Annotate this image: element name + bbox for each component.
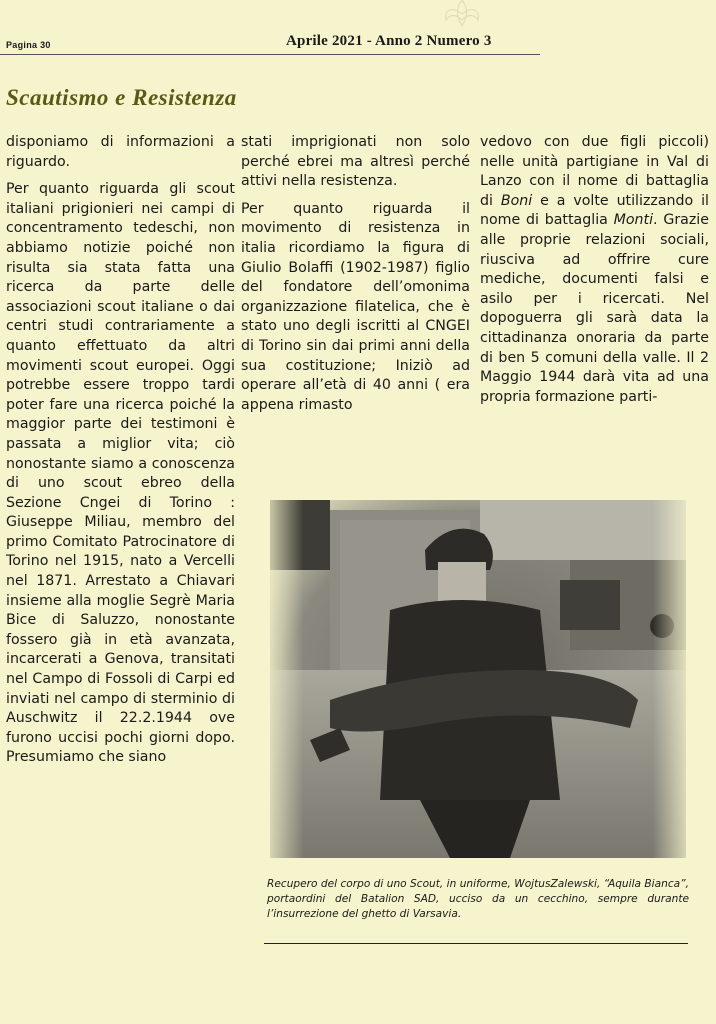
article-column-1 xyxy=(6,133,235,768)
article-column-3 xyxy=(480,133,709,407)
header-divider xyxy=(0,54,540,55)
paragraph: disponiamo di informazioni a riguardo. xyxy=(6,134,235,170)
photo-caption: Recupero del corpo di uno Scout, in uniforme, WojtusZalewski, “Aquila Bianca”, portaordini del Batalion SAD, ucciso da un cecchino, sempre durante l’insurrezione del ghetto di Varsavia. xyxy=(267,878,689,920)
caption-divider xyxy=(264,943,688,944)
historical-photo xyxy=(270,500,686,858)
paragraph: Per quanto riguarda gli scout italiani prigionieri nei campi di concentramento tedeschi, non abbiamo notizie poiché non risulta sia stata fatta una ricerca da parte delle associazioni scout italiane o dai centri studi contrariamente a quanto effettuato da altri movimenti scout europei. Oggi potrebbe essere troppo tardi poter fare una ricerca poiché la maggior parte dei testimoni è passata a miglior vita; ciò nonostante siamo a conoscenza di uno scout ebreo della Sezione Cngei di Torino : Giuseppe Miliau, membro del primo Comitato Patrocinatore di Torino nel 1915, nato a Vercelli nel 1871. Arrestato a Chiavari insieme alla moglie Segrè Maria Bice di Saluzzo, nonostante fossero già in età avanzata, incarcerati a Genova, transitati nel Campo di Fossoli di Carpi ed inviati nel campo di sterminio di Auschwitz il 22.2.1944 ove furono uccisi pochi giorni dopo. Presumiamo che siano xyxy=(6,181,235,766)
section-title: Scautismo e Resistenza xyxy=(6,85,237,110)
paragraph: stati imprigionati non solo perché ebrei ma altresì perché attivi nella resistenza. xyxy=(241,134,470,190)
paragraph: vedovo con due figli piccoli) nelle unità partigiane in Val di Lanzo con il nome di battaglia di Boni e a volte utilizzando il nome di battaglia Monti. Grazie alle proprie relazioni sociali, riusciva ad offrire cure mediche, documenti falsi e asilo per i ricercati. Nel dopoguerra gli sarà data la cittadinanza onoraria da parte di ben 5 comuni della valle. Il 2 Maggio 1944 darà vita ad una propria formazione parti- xyxy=(480,134,709,405)
battle-name-boni: Boni xyxy=(500,192,533,209)
issue-info: Aprile 2021 - Anno 2 Numero 3 xyxy=(286,33,492,49)
fleur-de-lis-watermark-icon xyxy=(440,0,484,28)
battle-name-monti: Monti xyxy=(613,212,654,229)
paragraph: Per quanto riguarda il movimento di resistenza in italia ricordiamo la figura di Giulio Bolaffi (1902-1987) figlio del fondatore dell’omonima organizzazione filatelica, che è stato uno degli iscritti al CNGEI di Torino sin dai primi anni della sua costituzione; Iniziò ad operare all’età di 40 anni ( era appena rimasto xyxy=(241,200,470,413)
page-number: Pagina 30 xyxy=(6,40,51,50)
article-column-2 xyxy=(241,133,470,415)
